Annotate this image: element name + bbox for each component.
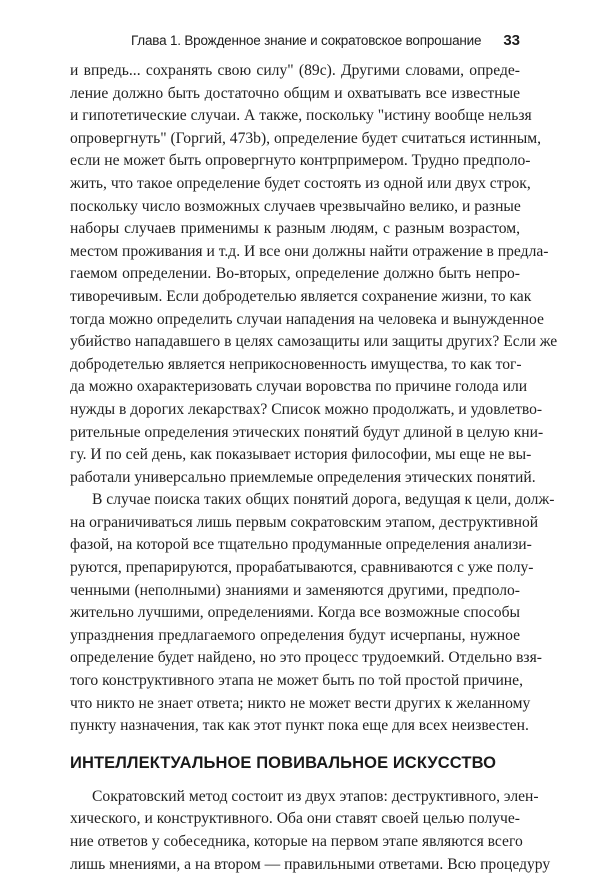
text-line: В случае поиска таких общих понятий дорога, ведущая к цели, долж-: [92, 491, 555, 509]
running-header: [70, 32, 520, 52]
text-line: фазой, на которой все тщательно продуманные определения анализи-: [70, 536, 532, 554]
text-line: работали универсально приемлемые определения этических понятий.: [70, 468, 536, 486]
text-line: ченными (неполными) знаниями и заменяются другими, предполо-: [70, 581, 520, 599]
text-line: гу. И по сей день, как показывает история философии, мы еще не вы-: [70, 446, 532, 464]
text-line: ние ответов у собеседника, которые на первом этапе являются всего: [70, 833, 523, 850]
text-line: того конструктивного этапа не может быть по той простой причине,: [70, 672, 523, 690]
text-line: наборы случаев применимы к разным людям, с разным возрастом,: [70, 220, 520, 238]
body-text: [70, 60, 558, 876]
text-line: жить, что такое определение будет состоять из одной или двух строк,: [70, 174, 531, 192]
text-line: хического, и конструктивного. Оба они ставят своей целью получе-: [70, 810, 520, 828]
section-heading: ИНТЕЛЛЕКТУАЛЬНОЕ ПОВИВАЛЬНОЕ ИСКУССТВО: [70, 753, 497, 772]
page-number: 33: [503, 32, 520, 49]
paragraph-1: [70, 60, 558, 489]
text-line: упразднения предлагаемого определения будут исчерпаны, нужное: [70, 626, 520, 644]
text-line: что никто не знает ответа; никто не может вести других к желанному: [70, 694, 531, 712]
chapter-title: Глава 1. Врожденное знание и сократовское вопрошание: [130, 33, 482, 48]
text-line: поскольку число возможных случаев чрезвычайно велико, и разные: [70, 197, 521, 215]
paragraph-2: [70, 489, 555, 738]
text-line: и впредь... сохранять свою силу" (89с). Другими словами, опреде-: [70, 62, 520, 79]
text-line: гаемом определении. Во-вторых, определение должно быть непро-: [70, 265, 520, 283]
text-line: да можно охарактеризовать случаи воровства по причине голода или: [70, 378, 528, 396]
text-line: опровергнуть" (Горгий, 473b), определение будет считаться истинным,: [70, 129, 541, 147]
text-line: рительные определения этических понятий будут длиной в целую кни-: [70, 423, 544, 441]
text-line: на ограничиваться лишь первым сократовским этапом, деструктивной: [70, 513, 539, 531]
text-line: если не может быть опровергнуто контрпримером. Трудно предполо-: [70, 152, 531, 170]
text-line: лишь мнениями, а на втором — правильными ответами. Всю процедуру: [70, 855, 551, 873]
text-line: местом проживания и т.д. И все они должны найти отражение в предла-: [70, 242, 549, 260]
text-line: Сократовский метод состоит из двух этапов: деструктивного, элен-: [92, 787, 539, 805]
text-line: тогда можно определить случаи нападения на человека и вынужденное: [70, 310, 544, 328]
text-line: жительно лучшими, определениями. Когда все возможные способы: [70, 604, 520, 622]
text-line: и гипотетические случаи. А также, поскольку "истину вообще нельзя: [70, 107, 532, 125]
text-line: добродетелью является неприкосновенность имущества, то как тог-: [70, 355, 522, 373]
text-line: убийство нападавшего в целях самозащиты или защиты других? Если же: [70, 333, 558, 351]
text-line: пункту назначения, так как этот пункт пока еще для всех неизвестен.: [70, 717, 529, 735]
text-line: определение будет найдено, но это процесс трудоемкий. Отдельно взя-: [70, 649, 542, 667]
paragraph-3: [70, 786, 551, 876]
text-line: нужды в дорогих лекарствах? Список можно продолжать, и удовлетво-: [70, 400, 543, 418]
text-line: руются, препарируются, прорабатываются, сравниваются с уже полу-: [70, 559, 534, 577]
text-line: ление должно быть достаточно общим и охватывать все известные: [70, 84, 520, 102]
text-line: тиворечивым. Если добродетелью является сохранение жизни, то как: [70, 287, 532, 305]
